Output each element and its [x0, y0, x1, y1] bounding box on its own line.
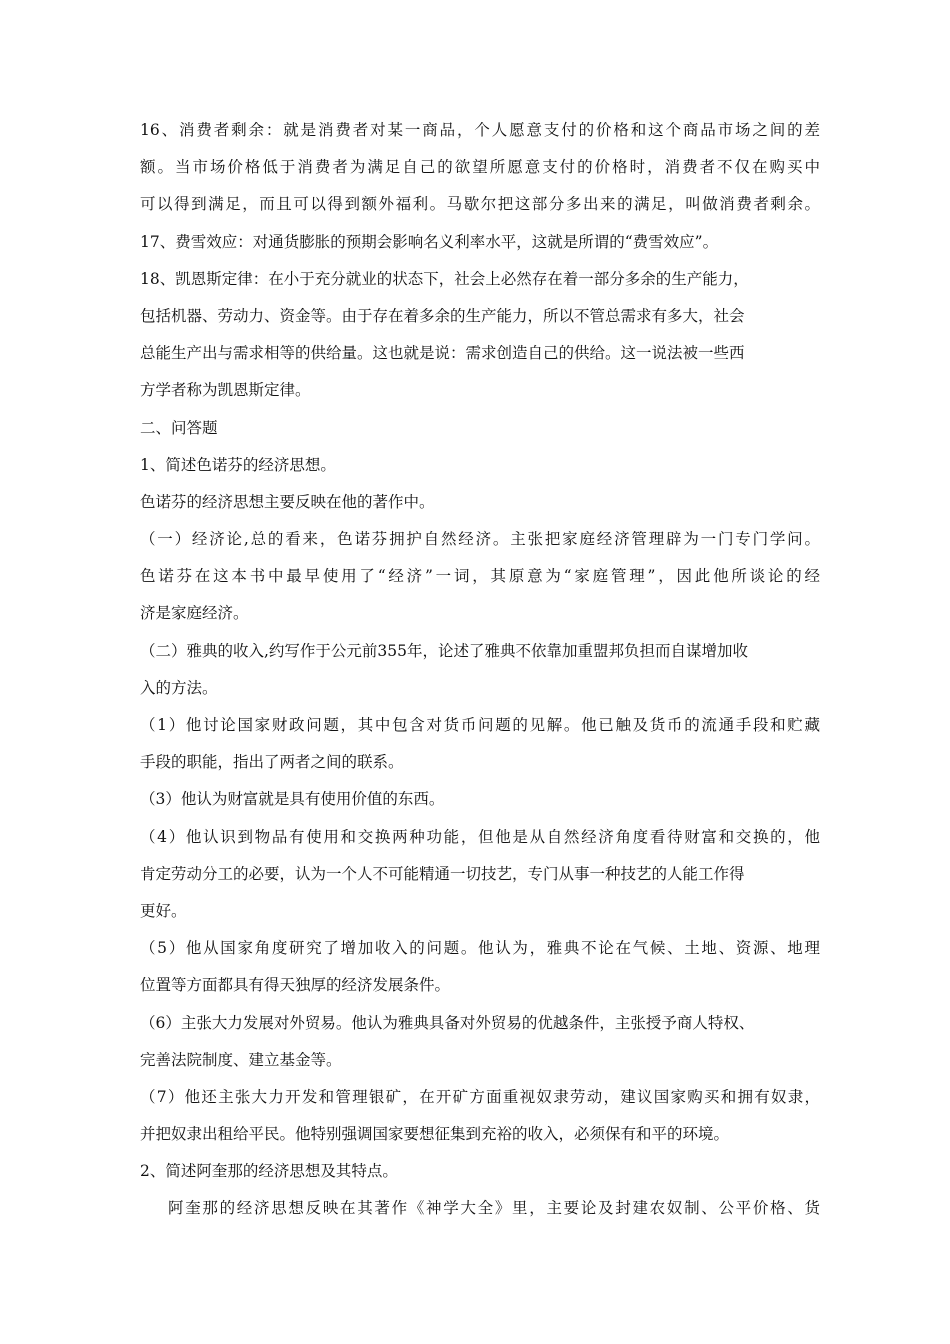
text-line: 二、问答题: [140, 418, 218, 437]
text-line: 包括机器、劳动力、资金等。由于存在着多余的生产能力，所以不管总需求有多大，社会: [140, 306, 745, 325]
text-line: 16、消费者剩余：就是消费者对某一商品，个人愿意支付的价格和这个商品市场之间的差: [140, 121, 820, 139]
text-line: 色诺芬在这本书中最早使用了“经济”一词，其原意为“家庭管理”，因此他所谈论的经: [140, 567, 820, 586]
text-line: 更好。: [140, 901, 187, 920]
text-line: （7）他还主张大力开发和管理银矿，在开矿方面重视奴隶劳动，建议国家购买和拥有奴隶，: [140, 1087, 820, 1106]
text-line: 完善法院制度、建立基金等。: [140, 1050, 342, 1069]
text-line: 并把奴隶出租给平民。他特别强调国家要想征集到充裕的收入，必须保有和平的环境。: [140, 1125, 730, 1144]
text-line: 肯定劳动分工的必要，认为一个人不可能精通一切技艺，专门从事一种技艺的人能工作得: [140, 864, 745, 883]
text-line: 手段的职能，指出了两者之间的联系。: [140, 753, 404, 772]
text-line: 入的方法。: [140, 678, 218, 697]
text-line: 方学者称为凯恩斯定律。: [140, 381, 311, 400]
text-line: （4）他认识到物品有使用和交换两种功能，但他是从自然经济角度看待财富和交换的，他: [140, 827, 820, 846]
text-line: 可以得到满足，而且可以得到额外福利。马歇尔把这部分多出来的满足，叫做消费者剩余。: [140, 195, 820, 214]
document-page: [140, 112, 820, 1228]
text-line: （二）雅典的收入,约写作于公元前355年，论述了雅典不依靠加重盟邦负担而自谋增加收: [140, 641, 749, 660]
text-line: 济是家庭经济。: [140, 604, 249, 623]
text-line: （1）他讨论国家财政问题，其中包含对货币问题的见解。他已触及货币的流通手段和贮藏: [140, 716, 820, 734]
text-line: 色诺芬的经济思想主要反映在他的著作中。: [140, 492, 435, 511]
text-line: 额。当市场价格低于消费者为满足自己的欲望所愿意支付的价格时，消费者不仅在购买中: [140, 158, 820, 177]
text-line: （6）主张大力发展对外贸易。他认为雅典具备对外贸易的优越条件，主张授予商人特权、: [140, 1013, 755, 1032]
text-line: 1、简述色诺芬的经济思想。: [140, 455, 336, 474]
text-line: 18、凯恩斯定律：在小于充分就业的状态下，社会上必然存在着一部分多余的生产能力，: [140, 269, 749, 288]
text-line: 17、费雪效应：对通货膨胀的预期会影响名义利率水平，这就是所谓的“费雪效应”。: [140, 232, 719, 251]
text-line: 阿奎那的经济思想反映在其著作《神学大全》里，主要论及封建农奴制、公平价格、货: [168, 1199, 820, 1218]
text-line: 位置等方面都具有得天独厚的经济发展条件。: [140, 976, 451, 995]
text-line: （3）他认为财富就是具有使用价值的东西。: [140, 790, 445, 809]
text-line: （5）他从国家角度研究了增加收入的问题。他认为，雅典不论在气候、土地、资源、地理: [140, 939, 820, 958]
text-line: （一）经济论,总的看来，色诺芬拥护自然经济。主张把家庭经济管理辟为一门专门学问。: [140, 530, 820, 549]
text-line: 总能生产出与需求相等的供给量。这也就是说：需求创造自己的供给。这一说法被一些西: [140, 344, 745, 363]
text-line: 2、简述阿奎那的经济思想及其特点。: [140, 1162, 398, 1181]
